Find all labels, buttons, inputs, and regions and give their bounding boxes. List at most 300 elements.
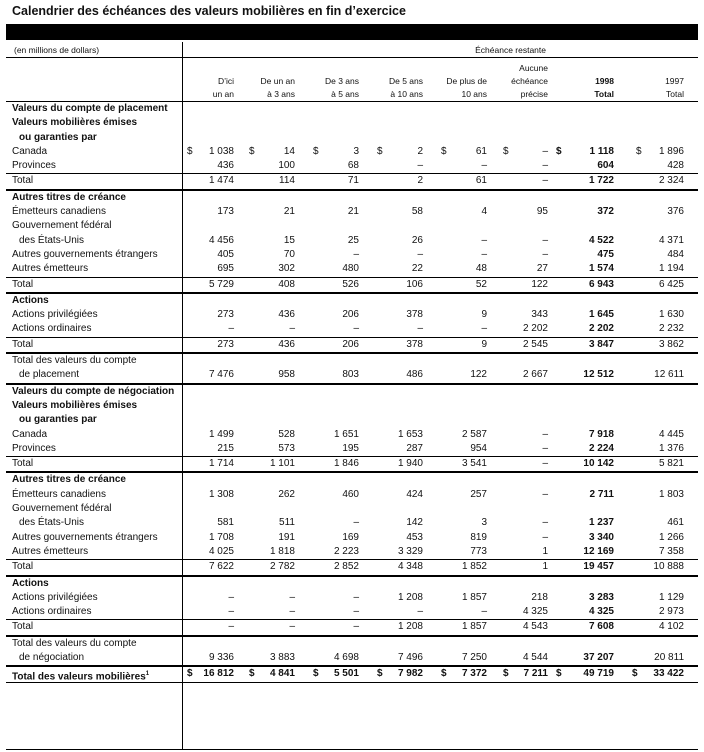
table-cell xyxy=(620,308,684,322)
cell-value: – xyxy=(353,591,359,603)
total-row xyxy=(6,666,698,682)
table-cell xyxy=(441,531,487,545)
table-cell xyxy=(620,278,684,292)
row-label xyxy=(12,545,88,559)
table-cell xyxy=(620,560,684,574)
total-row xyxy=(6,456,698,472)
cell-value: 3 862 xyxy=(658,338,684,350)
total-row xyxy=(6,277,698,293)
table-cell xyxy=(503,322,548,336)
cell-value: 4 544 xyxy=(522,651,548,663)
row-label-text: Autres émetteurs xyxy=(12,545,89,557)
column-header xyxy=(616,61,684,101)
table-cell xyxy=(377,338,423,352)
cell-value: 7 918 xyxy=(588,428,614,440)
row-label-text: Gouvernement fédéral xyxy=(12,503,112,515)
table-row xyxy=(6,502,698,516)
table-cell xyxy=(620,620,684,634)
cell-value: 954 xyxy=(470,442,487,454)
cell-value: 958 xyxy=(278,369,295,381)
cell-value: – xyxy=(417,160,423,172)
table-row xyxy=(6,428,698,442)
cell-value: 378 xyxy=(406,338,423,350)
table-row xyxy=(6,399,698,413)
table-cell xyxy=(556,278,614,292)
cell-value: 122 xyxy=(470,369,487,381)
cell-value: 1 651 xyxy=(333,428,359,440)
table-cell xyxy=(249,262,295,276)
table-cell xyxy=(249,234,295,248)
cell-value: 486 xyxy=(406,369,423,381)
table-cell xyxy=(503,605,548,619)
column-header-line: D’ici xyxy=(217,76,234,86)
column-header-line: à 3 ans xyxy=(267,89,295,99)
cell-value: 2 852 xyxy=(333,561,359,573)
row-label xyxy=(12,262,88,276)
table-cell xyxy=(503,159,548,173)
table-cell xyxy=(620,368,684,382)
table-row xyxy=(6,219,698,233)
cell-value: – xyxy=(542,458,548,470)
table-row xyxy=(6,248,698,262)
table-row xyxy=(6,488,698,502)
cell-value: 604 xyxy=(597,160,614,172)
table-cell xyxy=(441,174,487,188)
table-cell xyxy=(441,488,487,502)
header-bar xyxy=(6,24,698,40)
table-cell xyxy=(441,516,487,530)
cell-value: 1 714 xyxy=(208,458,234,470)
row-label-text: Total xyxy=(12,561,34,573)
column-header xyxy=(291,61,359,101)
table-cell xyxy=(313,428,359,442)
table-cell xyxy=(503,248,548,262)
cell-value: 20 811 xyxy=(654,651,684,663)
cell-value: 9 336 xyxy=(208,651,234,663)
table-row xyxy=(6,205,698,219)
table-cell xyxy=(620,262,684,276)
table-cell xyxy=(620,651,684,665)
table-cell xyxy=(313,620,359,634)
table-cell xyxy=(556,667,614,681)
row-label-text: ou garanties par xyxy=(19,414,97,426)
table-cell xyxy=(249,605,295,619)
cell-value: 122 xyxy=(531,278,548,290)
cell-value: – xyxy=(542,248,548,260)
cell-value: 1 308 xyxy=(208,488,234,500)
cell-value: 262 xyxy=(278,488,295,500)
table-cell xyxy=(249,308,295,322)
table-cell xyxy=(441,442,487,456)
cell-value: 1 896 xyxy=(658,145,684,157)
cell-value: 6 425 xyxy=(658,278,684,290)
column-header xyxy=(227,61,295,101)
cell-value: 15 xyxy=(283,234,295,246)
row-label-text: Émetteurs canadiens xyxy=(12,488,106,500)
cell-value: – xyxy=(289,591,295,603)
cell-value: 436 xyxy=(278,338,295,350)
cell-value: 408 xyxy=(278,278,295,290)
row-label xyxy=(19,413,97,427)
table-cell xyxy=(313,205,359,219)
table-cell xyxy=(503,591,548,605)
table-cell xyxy=(313,488,359,502)
table-cell xyxy=(377,488,423,502)
cell-value: – xyxy=(481,160,487,172)
row-label xyxy=(12,577,49,591)
cell-value: 48 xyxy=(475,263,487,275)
cell-value: 173 xyxy=(217,206,234,218)
table-cell xyxy=(249,174,295,188)
table-cell xyxy=(187,457,234,471)
table-cell xyxy=(620,205,684,219)
table-cell xyxy=(313,234,359,248)
column-header-line: De plus de xyxy=(446,76,487,86)
row-label xyxy=(12,605,91,619)
row-label xyxy=(12,102,168,116)
cell-value: 2 324 xyxy=(658,175,684,187)
row-label xyxy=(12,294,49,308)
table-cell xyxy=(249,457,295,471)
cell-value: 511 xyxy=(279,517,295,529)
total-row xyxy=(6,337,698,353)
column-header-line: 1997 xyxy=(665,76,684,86)
table-cell xyxy=(313,591,359,605)
cell-value: 12 611 xyxy=(654,369,684,381)
table-row xyxy=(6,262,698,276)
table-row xyxy=(6,322,698,336)
table-cell xyxy=(503,531,548,545)
table-cell xyxy=(249,488,295,502)
cell-value: 2 202 xyxy=(588,323,614,335)
cell-value: 1 118 xyxy=(589,145,614,157)
table-cell xyxy=(313,667,359,681)
row-label xyxy=(12,442,56,456)
table-cell xyxy=(556,488,614,502)
cell-value: 819 xyxy=(470,531,487,543)
table-cell xyxy=(377,545,423,559)
table-cell xyxy=(187,368,234,382)
cell-value: 4 325 xyxy=(588,606,614,618)
table-cell xyxy=(313,174,359,188)
cell-value: – xyxy=(417,323,423,335)
total-row xyxy=(6,173,698,189)
cell-value: 1 129 xyxy=(658,591,684,603)
table-cell xyxy=(187,248,234,262)
cell-value: 206 xyxy=(342,309,359,321)
table-cell xyxy=(620,322,684,336)
cell-value: 1 237 xyxy=(588,517,614,529)
table-cell xyxy=(313,262,359,276)
cell-value: 581 xyxy=(217,517,234,529)
cell-value: 1 194 xyxy=(658,263,684,275)
table-cell xyxy=(377,605,423,619)
cell-value: 1 857 xyxy=(461,591,487,603)
cell-value: 1 846 xyxy=(333,458,359,470)
column-header-line: 10 ans xyxy=(461,89,487,99)
section-header-row xyxy=(6,101,698,116)
table-cell xyxy=(441,159,487,173)
table-row xyxy=(6,531,698,545)
table-cell xyxy=(441,428,487,442)
table-cell xyxy=(620,531,684,545)
table-row xyxy=(6,145,698,159)
cell-value: 7 982 xyxy=(397,668,423,680)
column-header-line: Total xyxy=(594,89,614,99)
row-label xyxy=(12,174,33,188)
currency-symbol: $ xyxy=(377,668,383,680)
row-label-text: de négociation xyxy=(19,651,85,663)
cell-value: 4 025 xyxy=(208,545,234,557)
table-cell xyxy=(556,368,614,382)
column-header-line: De 3 ans xyxy=(324,76,359,86)
table-cell xyxy=(377,322,423,336)
table-row xyxy=(6,159,698,173)
column-header-line: à 5 ans xyxy=(331,89,359,99)
row-label-text: Autres titres de créance xyxy=(12,191,126,203)
cell-value: – xyxy=(542,517,548,529)
table-cell xyxy=(313,248,359,262)
currency-symbol: $ xyxy=(249,145,255,157)
cell-value: 25 xyxy=(347,234,359,246)
table-cell xyxy=(503,442,548,456)
column-header xyxy=(166,61,234,101)
table-cell xyxy=(441,145,487,159)
cell-value: – xyxy=(353,517,359,529)
cell-value: – xyxy=(542,160,548,172)
row-label xyxy=(12,385,174,399)
cell-value: 16 812 xyxy=(203,668,234,680)
cell-value: 287 xyxy=(406,442,423,454)
cell-value: 428 xyxy=(667,160,684,172)
total-row xyxy=(6,368,698,383)
row-label xyxy=(12,205,106,219)
table-cell xyxy=(620,234,684,248)
cell-value: – xyxy=(289,621,295,633)
cell-value: 773 xyxy=(470,545,487,557)
column-header-line: Total xyxy=(666,89,684,99)
cell-value: – xyxy=(353,606,359,618)
table-cell xyxy=(313,516,359,530)
cell-value: – xyxy=(542,442,548,454)
table-cell xyxy=(249,248,295,262)
cell-value: 100 xyxy=(278,160,295,172)
cell-value: 2 587 xyxy=(461,428,487,440)
cell-value: – xyxy=(417,606,423,618)
row-label xyxy=(12,591,98,605)
cell-value: 10 888 xyxy=(653,561,684,573)
cell-value: 70 xyxy=(283,248,295,260)
footnote-marker: 1 xyxy=(145,671,150,678)
row-label xyxy=(12,159,56,173)
table-cell xyxy=(556,248,614,262)
row-label xyxy=(12,637,137,651)
cell-value: 4 841 xyxy=(269,668,295,680)
table-cell xyxy=(377,368,423,382)
row-label xyxy=(12,502,112,516)
table-row xyxy=(6,234,698,248)
cell-value: 2 232 xyxy=(658,323,684,335)
table-cell xyxy=(620,338,684,352)
cell-value: 58 xyxy=(411,206,423,218)
table-cell xyxy=(441,322,487,336)
row-label xyxy=(19,651,84,665)
cell-value: – xyxy=(228,323,234,335)
cell-value: – xyxy=(481,248,487,260)
cell-value: 3 847 xyxy=(588,338,614,350)
table-cell xyxy=(556,159,614,173)
cell-value: 273 xyxy=(217,309,234,321)
table-row xyxy=(6,545,698,559)
row-label-text: Valeurs du compte de placement xyxy=(12,103,168,114)
table-cell xyxy=(503,205,548,219)
cell-value: 114 xyxy=(279,175,295,187)
table-cell xyxy=(313,368,359,382)
table-bottom-rule xyxy=(6,749,698,750)
cell-value: 106 xyxy=(406,278,423,290)
row-label-text: de placement xyxy=(19,369,80,381)
cell-value: – xyxy=(481,606,487,618)
cell-value: 68 xyxy=(347,160,359,172)
table-cell xyxy=(377,278,423,292)
table-cell xyxy=(377,560,423,574)
row-label xyxy=(12,354,137,368)
table-cell xyxy=(556,516,614,530)
table-cell xyxy=(313,308,359,322)
row-label-text: Total des valeurs du compte xyxy=(12,637,137,649)
table-cell xyxy=(441,605,487,619)
row-label-text: Actions ordinaires xyxy=(12,323,92,335)
table-cell xyxy=(249,338,295,352)
cell-value: 1 474 xyxy=(208,175,234,187)
column-header xyxy=(355,61,423,101)
row-label xyxy=(12,620,33,634)
cell-value: 1 630 xyxy=(658,309,684,321)
table-cell xyxy=(441,667,487,681)
column-header-line: à 10 ans xyxy=(390,89,423,99)
column-header-line: De un an xyxy=(260,76,295,86)
table-cell xyxy=(249,620,295,634)
row-label-text: Valeurs mobilières émises xyxy=(12,399,138,411)
table-cell xyxy=(556,322,614,336)
table-cell xyxy=(187,428,234,442)
table-cell xyxy=(503,174,548,188)
cell-value: 52 xyxy=(475,278,487,290)
table-cell xyxy=(249,278,295,292)
cell-value: 7 608 xyxy=(588,621,614,633)
cell-value: 61 xyxy=(475,175,487,187)
table-cell xyxy=(556,605,614,619)
table-row xyxy=(6,576,698,591)
table-cell xyxy=(249,545,295,559)
cell-value: 37 207 xyxy=(583,651,614,663)
cell-value: 1 xyxy=(542,561,548,573)
cell-value: 4 456 xyxy=(208,234,234,246)
table-cell xyxy=(313,159,359,173)
table-cell xyxy=(556,205,614,219)
table-cell xyxy=(503,278,548,292)
table-cell xyxy=(556,234,614,248)
table-cell xyxy=(556,591,614,605)
total-row xyxy=(6,651,698,666)
table-row xyxy=(6,605,698,619)
table-cell xyxy=(503,262,548,276)
cell-value: 343 xyxy=(531,309,548,321)
table-cell xyxy=(187,591,234,605)
cell-value: 1 645 xyxy=(588,309,614,321)
cell-value: 1 574 xyxy=(588,263,614,275)
table-cell xyxy=(620,457,684,471)
table-cell xyxy=(187,145,234,159)
row-label-text: ou garanties par xyxy=(19,131,97,143)
table-cell xyxy=(377,516,423,530)
cell-value: 3 283 xyxy=(588,591,614,603)
table-cell xyxy=(556,457,614,471)
cell-value: 5 729 xyxy=(208,278,234,290)
table-cell xyxy=(556,262,614,276)
currency-symbol: $ xyxy=(441,668,447,680)
table-cell xyxy=(556,174,614,188)
cell-value: 257 xyxy=(470,488,487,500)
row-label xyxy=(12,278,33,292)
table-cell xyxy=(620,174,684,188)
table-cell xyxy=(503,560,548,574)
table-cell xyxy=(187,620,234,634)
row-label xyxy=(19,131,97,145)
table-cell xyxy=(187,560,234,574)
cell-value: 2 224 xyxy=(588,442,614,454)
units-label: (en millions de dollars) xyxy=(14,45,100,55)
table-cell xyxy=(249,531,295,545)
table-cell xyxy=(441,308,487,322)
table-cell xyxy=(249,368,295,382)
cell-value: – xyxy=(417,248,423,260)
table-cell xyxy=(503,620,548,634)
currency-symbol: $ xyxy=(313,145,319,157)
cell-value: 526 xyxy=(342,278,359,290)
cell-value: 14 xyxy=(283,145,295,157)
table-cell xyxy=(249,591,295,605)
cell-value: 1 940 xyxy=(397,458,423,470)
section-header-row xyxy=(6,384,698,399)
cell-value: 218 xyxy=(531,591,548,603)
table-cell xyxy=(377,234,423,248)
cell-value: 3 541 xyxy=(461,458,487,470)
table-cell xyxy=(187,234,234,248)
cell-value: 3 329 xyxy=(397,545,423,557)
cell-value: – xyxy=(542,488,548,500)
cell-value: – xyxy=(289,606,295,618)
cell-value: 475 xyxy=(597,248,614,260)
table-cell xyxy=(556,145,614,159)
row-label-text: Actions xyxy=(12,294,49,306)
cell-value: 424 xyxy=(406,488,423,500)
table-cell xyxy=(503,145,548,159)
table-cell xyxy=(556,442,614,456)
cell-value: 169 xyxy=(342,531,359,543)
cell-value: 2 xyxy=(417,175,423,187)
row-label-text: Actions privilégiées xyxy=(12,309,98,321)
row-label-text: Total des valeurs mobilières xyxy=(12,671,146,683)
table-cell xyxy=(620,428,684,442)
table-cell xyxy=(441,205,487,219)
row-label-text: Autres émetteurs xyxy=(12,263,89,275)
row-label-text: Canada xyxy=(12,428,48,440)
table-cell xyxy=(503,667,548,681)
row-label-text: des États-Unis xyxy=(19,234,85,246)
table-cell xyxy=(187,308,234,322)
table-cell xyxy=(441,262,487,276)
